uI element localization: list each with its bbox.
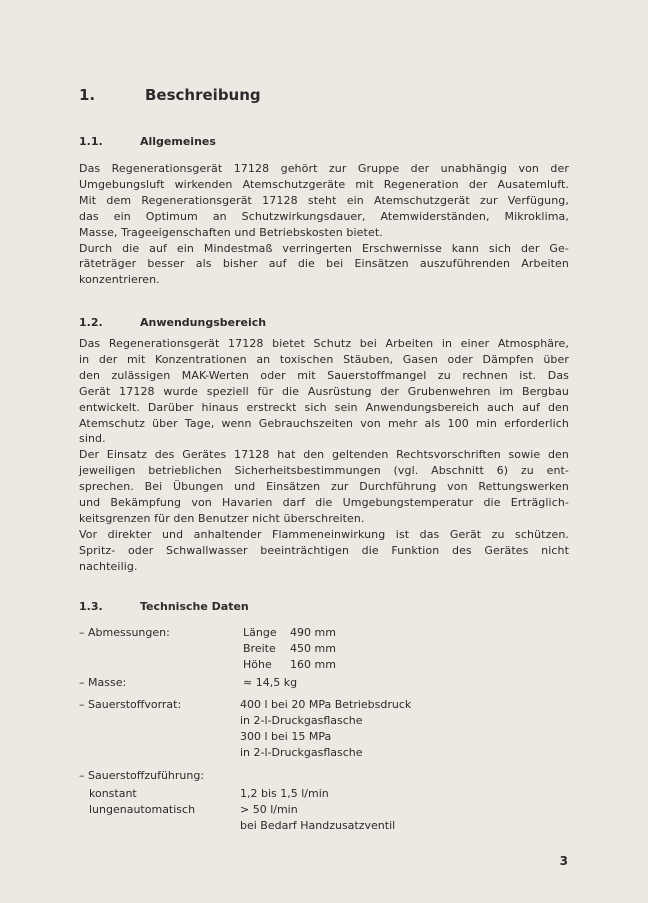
text-line: und Bekämpfung von Havarien darf die Umgebungstemperatur die Erträglich- bbox=[79, 496, 569, 510]
value-lung-automatic: > 50 l/min bbox=[240, 803, 298, 816]
text-line: Mit dem Regenerationsgerät 17128 steht ein Atemschutzgerät zur Verfügung, bbox=[79, 193, 569, 207]
dimension-name: Breite bbox=[243, 642, 276, 655]
oxygen-line: in 2-l-Druckgasflasche bbox=[240, 746, 363, 759]
dimension-name: Länge bbox=[243, 626, 277, 639]
label-constant: konstant bbox=[89, 787, 137, 800]
text-line: Umgebungsluft wirkenden Atemschutzgeräte mit Regeneration der Ausatemluft. bbox=[79, 177, 569, 191]
text-line: konzentrieren. bbox=[79, 273, 160, 287]
text-line: Der Einsatz des Gerätes 17128 hat den geltenden Rechtsvorschriften sowie den bbox=[79, 448, 569, 462]
label-mass: – Masse: bbox=[79, 676, 127, 689]
subsection-title-general: Allgemeines bbox=[140, 135, 216, 148]
text-line: Durch die auf ein Mindestmaß verringerten Erschwernisse kann sich der Ge- bbox=[79, 241, 569, 255]
section-title: Beschreibung bbox=[145, 86, 261, 104]
label-oxygen-feed: – Sauerstoffzuführung: bbox=[79, 769, 205, 782]
label-lung-automatic: lungenautomatisch bbox=[89, 803, 196, 816]
paragraph-general bbox=[79, 161, 569, 288]
text-line: sind. bbox=[79, 432, 106, 446]
text-line: in der mit Konzentrationen an toxischen Stäuben, Gasen oder Dämpfen über bbox=[79, 352, 569, 366]
dimension-value: 490 mm bbox=[290, 626, 336, 639]
oxygen-line: in 2-l-Druckgasflasche bbox=[240, 714, 363, 727]
subsection-number-usage: 1.2. bbox=[79, 316, 103, 329]
text-line: entwickelt. Darüber hinaus erstreckt sich sein Anwendungsbereich auch auf den bbox=[79, 400, 569, 414]
text-line: keitsgrenzen für den Benutzer nicht überschreiten. bbox=[79, 511, 365, 525]
subsection-number-general: 1.1. bbox=[79, 135, 103, 148]
label-dimensions: – Abmessungen: bbox=[79, 626, 170, 639]
text-line: jeweiligen betrieblichen Sicherheitsbestimmungen (vgl. Abschnitt 6) zu ent- bbox=[79, 464, 569, 478]
paragraph-usage bbox=[79, 336, 569, 575]
value-extra-valve: bei Bedarf Handzusatzventil bbox=[240, 819, 396, 832]
dimension-name: Höhe bbox=[243, 658, 272, 671]
text-line: Vor direkter und anhaltender Flammeneinwirkung ist das Gerät zu schützen. bbox=[79, 527, 569, 541]
text-line: Gerät 17128 wurde speziell für die Ausrüstung der Grubenwehren im Bergbau bbox=[79, 384, 569, 398]
dimension-value: 160 mm bbox=[290, 658, 336, 671]
section-number: 1. bbox=[79, 86, 96, 104]
value-mass: ≈ 14,5 kg bbox=[243, 676, 298, 689]
text-line: nachteilig. bbox=[79, 559, 138, 573]
subsection-number-technical: 1.3. bbox=[79, 600, 103, 613]
value-constant: 1,2 bis 1,5 l/min bbox=[240, 787, 329, 800]
text-line: Atemschutz über Tage, wenn Gebrauchszeiten von mehr als 100 min erforderlich bbox=[79, 416, 569, 430]
label-oxygen-supply: – Sauerstoffvorrat: bbox=[79, 698, 182, 711]
subsection-title-technical: Technische Daten bbox=[140, 600, 249, 613]
text-line: Das Regenerationsgerät 17128 bietet Schutz bei Arbeiten in einer Atmosphäre, bbox=[79, 337, 569, 350]
text-line: den zulässigen MAK-Werten oder mit Sauerstoffmangel zu rechnen ist. Das bbox=[79, 368, 569, 382]
oxygen-line: 300 l bei 15 MPa bbox=[240, 730, 332, 743]
text-line: Masse, Trageeigenschaften und Betriebskosten bietet. bbox=[79, 225, 383, 239]
text-line: sprechen. Bei Übungen und Einsätzen zur Durchführung von Rettungswerken bbox=[79, 480, 569, 494]
subsection-title-usage: Anwendungsbereich bbox=[140, 316, 267, 329]
text-line: Das Regenerationsgerät 17128 gehört zur Gruppe der unabhängig von der bbox=[79, 162, 569, 175]
oxygen-line: 400 l bei 20 MPa Betriebsdruck bbox=[240, 698, 412, 711]
text-line: räteträger besser als bisher auf die bei Einsätzen auszuführenden Arbeiten bbox=[79, 257, 569, 271]
text-line: Spritz- oder Schwallwasser beeinträchtigen die Funktion des Gerätes nicht bbox=[79, 543, 569, 557]
dimension-value: 450 mm bbox=[290, 642, 336, 655]
text-line: das ein Optimum an Schutzwirkungsdauer, Atemwiderständen, Mikroklima, bbox=[79, 209, 569, 223]
page-number: 3 bbox=[559, 854, 568, 868]
